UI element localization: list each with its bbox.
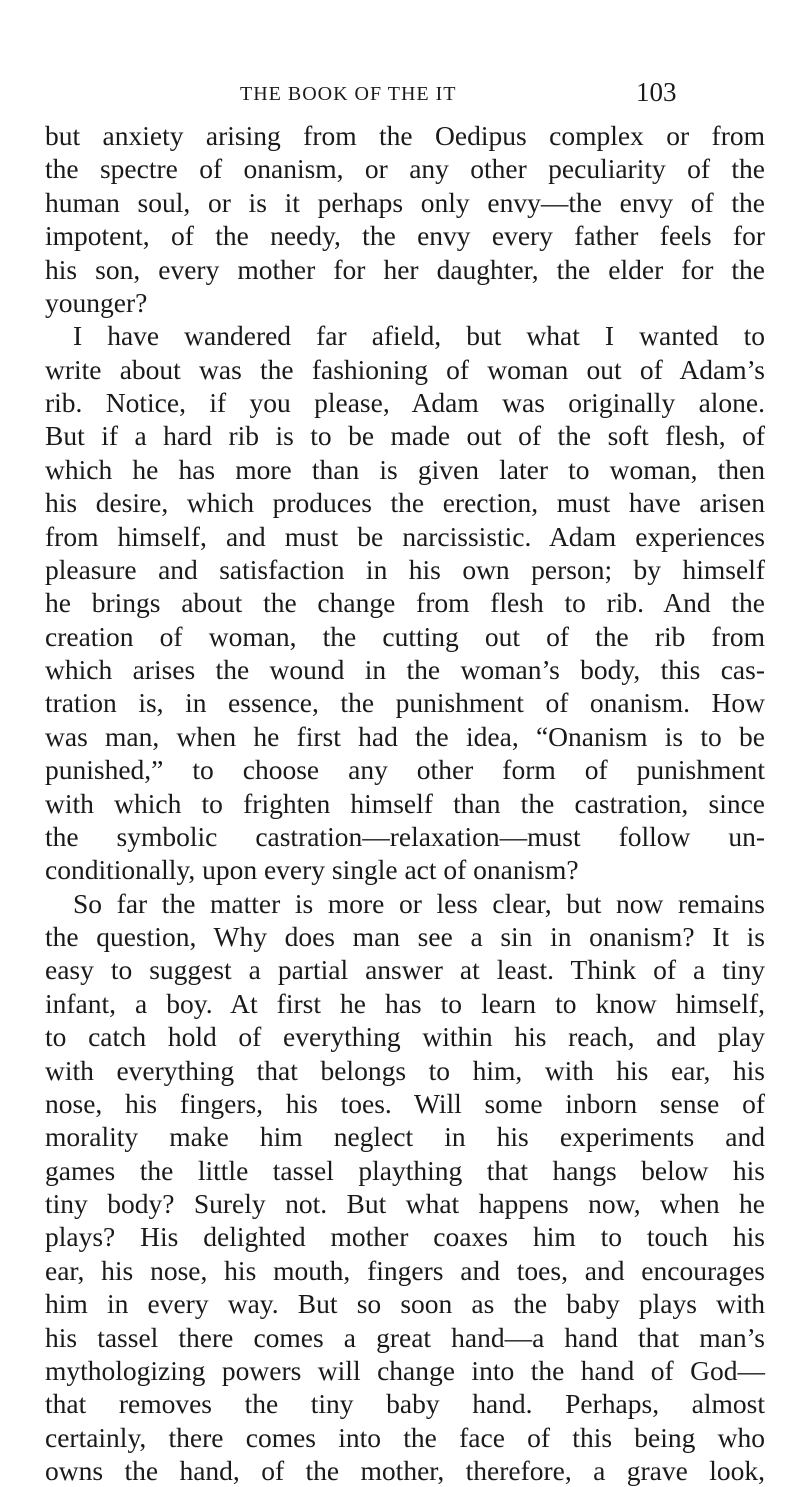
- text-line: punished,” to choose any other form of punishment: [45, 754, 765, 786]
- text-line: to catch hold of everything within his reach, and play: [45, 1021, 765, 1053]
- text-line: but anxiety arising from the Oedipus complex or from: [45, 120, 765, 151]
- text-line: plays? His delighted mother coaxes him to touch his: [45, 1221, 765, 1253]
- text-line: games the little tassel plaything that hangs below his: [45, 1154, 765, 1186]
- text-line: morality make him neglect in his experiments and: [45, 1121, 765, 1153]
- text-line: his son, every mother for her daughter, the elder for the: [45, 253, 765, 285]
- running-title: THE BOOK OF THE IT: [240, 83, 457, 105]
- text-line: ear, his nose, his mouth, fingers and toes, and encourages: [45, 1254, 765, 1286]
- text-line: was man, when he first had the idea, “Onanism is to be: [45, 720, 765, 752]
- text-line: tiny body? Surely not. But what happens now, when he: [45, 1188, 765, 1219]
- text-line: he brings about the change from flesh to rib. And the: [45, 587, 765, 619]
- text-line: the symbolic castration—relaxation—must follow un-: [45, 820, 765, 852]
- text-line: certainly, there comes into the face of this being who: [45, 1421, 765, 1453]
- text-line: him in every way. But so soon as the baby plays with: [45, 1288, 765, 1320]
- running-head: [0, 79, 800, 109]
- text-line: younger?: [45, 286, 148, 318]
- text-line: But if a hard rib is to be made out of the soft flesh, of: [45, 420, 765, 452]
- text-line: impotent, of the needy, the envy every father feels for: [45, 220, 765, 252]
- text-line: that removes the tiny baby hand. Perhaps, almost: [45, 1388, 765, 1420]
- text-line: infant, a boy. At first he has to learn to know himself,: [45, 987, 765, 1019]
- text-line: tration is, in essence, the punishment of onanism. How: [45, 687, 765, 719]
- text-line: with which to frighten himself than the castration, since: [45, 787, 765, 819]
- text-line: his tassel there comes a great hand—a hand that man’s: [45, 1321, 765, 1353]
- text-line: rib. Notice, if you please, Adam was originally alone.: [45, 387, 765, 418]
- text-line: mythologizing powers will change into the hand of God—: [45, 1354, 765, 1386]
- text-line: write about was the fashioning of woman out of Adam’s: [45, 353, 765, 385]
- text-line: which he has more than is given later to woman, then: [45, 453, 765, 485]
- text-line: the question, Why does man see a sin in onanism? It is: [45, 921, 765, 952]
- text-line: with everything that belongs to him, with his ear, his: [45, 1054, 765, 1086]
- text-line: nose, his fingers, his toes. Will some inborn sense of: [45, 1087, 765, 1119]
- text-line: from himself, and must be narcissistic. Adam experiences: [45, 520, 765, 552]
- text-line: So far the matter is more or less clear, but now remains: [73, 887, 765, 919]
- text-line: human soul, or is it perhaps only envy—the envy of the: [45, 186, 765, 218]
- text-line: pleasure and satisfaction in his own person; by himself: [45, 553, 765, 585]
- text-line: I have wandered far afield, but what I wanted to: [73, 320, 765, 352]
- text-line: the spectre of onanism, or any other peculiarity of the: [45, 153, 765, 185]
- text-line: creation of woman, the cutting out of the rib from: [45, 620, 765, 652]
- text-line: his desire, which produces the erection, must have arisen: [45, 487, 765, 519]
- text-line: which arises the wound in the woman’s body, this cas-: [45, 654, 765, 685]
- text-line: conditionally, upon every single act of onanism?: [45, 854, 579, 886]
- body-text: [45, 119, 765, 1487]
- page-number: 103: [636, 77, 677, 107]
- text-line: easy to suggest a partial answer at least. Think of a tiny: [45, 954, 765, 986]
- text-line: owns the hand, of the mother, therefore, a grave look,: [45, 1455, 765, 1486]
